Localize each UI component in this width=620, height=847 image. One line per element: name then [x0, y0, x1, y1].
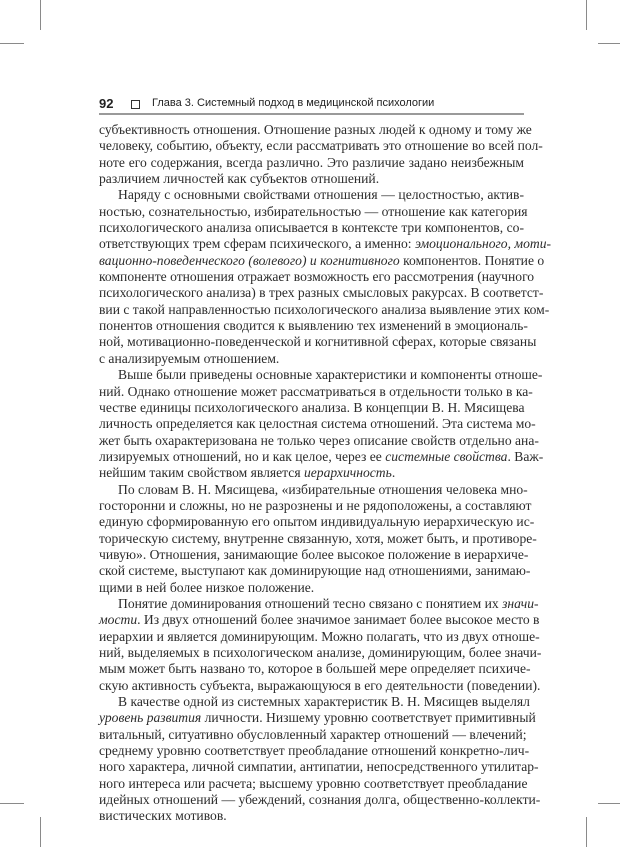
- text-line: [99, 203, 528, 220]
- text-run: лизируемых отношений, но и как целое, через ее: [99, 448, 386, 464]
- text-run: мым может быть названо то, которое в большей мере определяет психиче-: [99, 661, 531, 677]
- text-run: ний, выделяемых в психологическом анализе, доминирующим, более значи-: [99, 645, 542, 660]
- text-run: госторонни и сложны, но не разрознены и не рядоположены, а составляют: [99, 497, 532, 513]
- text-line: [99, 432, 539, 449]
- text-line: [99, 465, 524, 481]
- text-line: [99, 595, 539, 612]
- italic-term: значи-: [502, 595, 539, 611]
- crop-mark-top-right-vertical: [586, 0, 587, 30]
- text-line: [99, 628, 540, 645]
- paragraph: [99, 595, 542, 694]
- body-text: [99, 122, 552, 825]
- text-run: среднему уровню соответствует преобладание отношений конкретно-лич-: [99, 743, 530, 759]
- text-run: понентов отношения сводится к выявлению тех изменений в эмоциональ-: [99, 318, 528, 334]
- text-run: . Важ-: [507, 448, 544, 464]
- text-line: [99, 563, 531, 579]
- text-line: [99, 530, 537, 547]
- paragraph: [99, 694, 541, 825]
- text-run: идейных отношений — убеждений, сознания долга, общественно-коллекти-: [99, 792, 541, 808]
- text-line: [99, 661, 531, 677]
- italic-term: мости: [99, 612, 138, 628]
- text-run: витальный, ситуативно обусловленный характер отношений — влечений;: [99, 726, 527, 742]
- text-line: [99, 546, 529, 563]
- italic-term: иерархичность: [303, 465, 392, 481]
- paragraph: [99, 367, 544, 481]
- italic-term: уровень развития: [99, 710, 202, 726]
- text-run: вии с такой направленностью психологического анализа выявление этих ком-: [99, 301, 550, 317]
- text-run: Выше были приведены основные характеристики и компоненты отноше-: [118, 367, 543, 383]
- text-run: психологического анализа) в трех разных смысловых ракурсах. В соответст-: [99, 285, 544, 301]
- text-line: [99, 775, 528, 792]
- crop-mark-top-left-vertical: [40, 0, 41, 30]
- text-line: [99, 122, 532, 138]
- text-run: субъективность отношения. Отношение разных людей к одному и тому же: [99, 122, 532, 137]
- text-line: [99, 220, 524, 236]
- crop-mark-bottom-right-vertical: [586, 817, 587, 847]
- text-run: с анализируемым отношением.: [99, 350, 280, 366]
- text-run: ской системе, выступают как доминирующие над отношениями, занимаю-: [99, 563, 531, 579]
- header-rule: [99, 113, 524, 115]
- text-line: [99, 481, 528, 498]
- text-line: [99, 138, 543, 154]
- text-line: [99, 743, 530, 759]
- text-run: честве единицы психологического анализа. В концепции В. Н. Мясищева: [99, 399, 525, 415]
- text-line: [99, 612, 540, 628]
- text-run: ной, мотивационно-поведенческой и когнитивной сферах, которые связаны: [99, 334, 537, 350]
- text-line: [99, 497, 532, 514]
- text-line: [99, 301, 550, 318]
- text-line: [99, 155, 524, 171]
- text-line: [99, 710, 536, 726]
- text-run: различием личностей как субъектов отношений.: [99, 171, 380, 187]
- text-run: По словам В. Н. Мясищева, «избирательные отношения человека мно-: [118, 481, 528, 497]
- text-line: [99, 580, 524, 596]
- italic-term: эмоционального, моти-: [414, 236, 552, 252]
- text-line: [99, 187, 524, 203]
- text-run: ноте его содержания, всегда различно. Это различие задано неизбежным: [99, 154, 524, 170]
- text-line: [99, 792, 541, 808]
- text-run: психологического анализа описывается в контексте три компонентов, со-: [99, 220, 524, 236]
- text-line: [99, 400, 524, 416]
- text-run: Понятие доминирования отношений тесно связано с понятием их: [118, 595, 503, 611]
- text-run: нейшим таким свойством является: [99, 465, 304, 481]
- text-line: [99, 269, 535, 285]
- text-line: [99, 645, 542, 661]
- text-line: [99, 351, 524, 367]
- text-line: [99, 171, 524, 187]
- text-line: [99, 677, 541, 694]
- italic-term: системные свойства: [385, 448, 508, 464]
- text-run: жет быть охарактеризована не только через описание свойств отдельно ана-: [99, 432, 539, 448]
- text-line: [99, 416, 536, 432]
- crop-mark-bottom-left-vertical: [40, 817, 41, 847]
- text-line: [99, 236, 552, 252]
- text-line: [99, 252, 545, 269]
- text-run: .: [391, 465, 396, 481]
- text-line: [99, 726, 527, 743]
- text-run: ответствующих трем сферам психического, а именно:: [99, 236, 415, 252]
- crop-mark-bottom-right-horizontal: [598, 803, 620, 804]
- text-run: личность определяется как целостная система отношений. Эта система мо-: [99, 416, 536, 432]
- text-run: иерархии и является доминирующим. Можно полагать, что из двух отноше-: [99, 628, 540, 644]
- text-line: [99, 367, 543, 383]
- text-line: [99, 318, 528, 334]
- text-line: [99, 383, 533, 400]
- text-line: [99, 808, 524, 824]
- text-run: ного характера, личной симпатии, антипатии, непосредственного утилитар-: [99, 759, 539, 775]
- text-line: [99, 334, 537, 350]
- text-run: чивую». Отношения, занимающие более высокое положение в иерархиче-: [99, 546, 529, 562]
- text-run: Наряду с основными свойствами отношения — целостностью, актив-: [118, 187, 524, 203]
- text-run: В качестве одной из системных характеристик В. Н. Мясищев выделял: [118, 694, 530, 710]
- text-run: личности. Низшему уровню соответствует примитивный: [201, 710, 536, 726]
- crop-mark-bottom-left-horizontal: [0, 803, 24, 804]
- text-run: ного интереса или расчета; высшему уровню соответствует преобладание: [99, 775, 528, 791]
- text-run: единую сформированную его опытом индивидуальную иерархическую ис-: [99, 514, 535, 530]
- text-line: [99, 285, 544, 301]
- paragraph: [99, 481, 537, 596]
- text-run: ний. Однако отношение может рассматриваться в отдельности только в ка-: [99, 383, 533, 399]
- paragraph: [99, 122, 543, 187]
- page-number: 92: [99, 96, 114, 111]
- text-run: компоненте отношения отражает возможность его рассмотрения (научного: [99, 269, 535, 285]
- running-header: [99, 96, 524, 114]
- text-line: [99, 694, 530, 710]
- crop-mark-top-right-horizontal: [598, 43, 620, 44]
- crop-mark-top-left-horizontal: [0, 43, 24, 44]
- italic-term: вационно-поведенческого (волевого) и когнитивного: [99, 252, 400, 268]
- chapter-title: Глава 3. Системный подход в медицинской психологии: [152, 97, 435, 109]
- text-line: [99, 448, 544, 465]
- text-run: человеку, событию, объекту, если рассматривать это отношение во всей пол-: [99, 138, 543, 154]
- text-run: скую активность субъекта, выражающуюся в его деятельности (поведении).: [99, 677, 541, 693]
- paragraph: [99, 187, 552, 367]
- text-run: . Из двух отношений более значимое занимает более высокое место в: [137, 612, 540, 628]
- text-run: торическую систему, внутренне связанную, хотя, может быть, и противоре-: [99, 530, 537, 546]
- square-bullet-icon: [131, 100, 140, 109]
- text-line: [99, 759, 539, 775]
- text-line: [99, 514, 535, 530]
- text-run: компонентов. Понятие о: [399, 252, 545, 268]
- text-run: вистических мотивов.: [99, 808, 227, 824]
- text-run: ностью, сознательностью, избирательностью — отношение как категория: [99, 203, 528, 219]
- text-run: щими в ней более низкое положение.: [99, 579, 315, 595]
